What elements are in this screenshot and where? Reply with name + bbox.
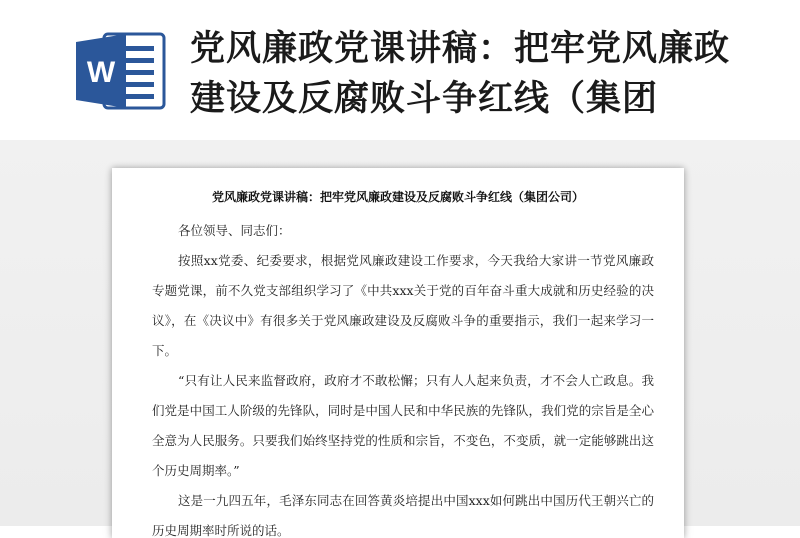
word-document-icon <box>76 32 168 110</box>
paragraph-3: 这是一九四五年，毛泽东同志在回答黄炎培提出中国xxx如何跳出中国历代王朝兴亡的历史周期率时所说的话。 <box>152 493 654 538</box>
word-icon-letter: W <box>86 56 116 89</box>
document-page <box>112 168 684 538</box>
document-body <box>152 216 654 538</box>
paragraph-1: 按照xx党委、纪委要求，根据党风廉政建设工作要求，今天我给大家讲一节党风廉政专题党课，前不久党支部组织学习了《中共xxx关于党的百年奋斗重大成就和历史经验的决议》，在《决议中》有很多关于党风廉政建设及反腐败斗争的重要指示，我们一起来学习一下。 <box>152 253 654 358</box>
header-banner <box>0 0 800 140</box>
banner-title: 党风廉政党课讲稿：把牢党风廉政建设及反腐败斗争红线（集团 <box>190 29 731 119</box>
document-title: 党风廉政党课讲稿：把牢党风廉政建设及反腐败斗争红线（集团公司） <box>211 190 584 204</box>
paragraph-2: “只有让人民来监督政府，政府才不敢松懈；只有人人起来负责，才不会人亡政息。我们党是中国工人阶级的先锋队，同时是中国人民和中华民族的先锋队，我们党的宗旨是全心全意为人民服务。只要我们始终坚持党的性质和宗旨，不变色，不变质，就一定能够跳出这个历史周期率。” <box>152 373 654 478</box>
salutation: 各位领导、同志们： <box>178 223 291 238</box>
